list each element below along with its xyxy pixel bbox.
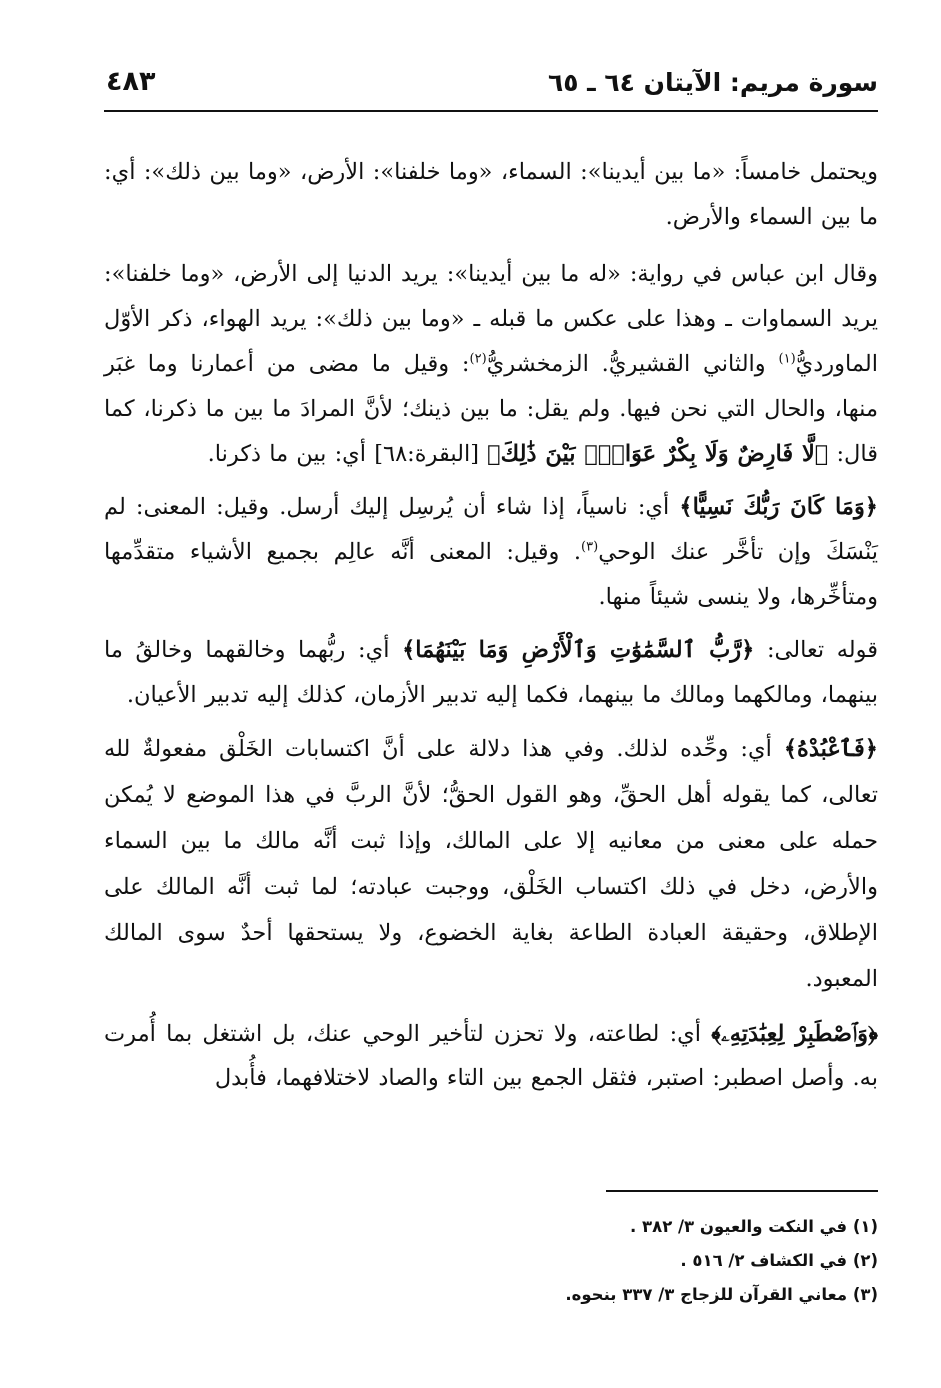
footnote-divider (606, 1190, 878, 1192)
paragraph (104, 150, 878, 240)
footnote: (٢) في الكشاف ٢/ ٥١٦ . (680, 1251, 878, 1270)
quran-quote: ﴿فَٱعْبُدْهُ﴾ (783, 736, 878, 762)
text-run: . وقيل: المعنى أنَّه عالِم بجميع الأشياء متقدِّمها ومتأخِّرها، ولا ينسى شيئاً منها. (104, 539, 878, 610)
text-run: وقال ابن عباس في رواية: «له ما بين أيدينا»: يريد الدنيا إلى الأرض، «وما خلفنا»: يريد السماوات ـ وهذا على عكس ما قبله ـ «وما بين ذلك»: يريد الهواء، ذكر الأوّل الماورديُّ (104, 261, 878, 377)
footnote: (٣) معاني القرآن للزجاج ٣/ ٣٣٧ بنحوه. (565, 1285, 878, 1304)
footnotes (104, 1210, 878, 1312)
main-text (104, 150, 878, 1100)
page-number: ٤٨٣ (106, 66, 156, 97)
text-run: ويحتمل خامساً: «ما بين أيدينا»: السماء، «وما خلفنا»: الأرض، «وما بين ذلك»: أي: ما بين السماء والأرض. (104, 159, 878, 230)
running-title: سورة مريم: الآيتان ٦٤ ـ ٦٥ (547, 68, 878, 97)
quran-quote: ﴿وَٱصْطَبِرْ لِعِبَٰدَتِهِۦ﴾ (711, 1021, 878, 1047)
paragraph (104, 628, 878, 718)
footnote: (١) في النكت والعيون ٣/ ٣٨٢ . (630, 1217, 878, 1236)
page-header (104, 62, 878, 108)
paragraph (104, 252, 878, 477)
quran-quote: ﴿لَّا فَارِضٌ وَلَا بِكْرٌ عَوَانٌۢ بَيْنَ ذَٰلِكَ﴾ (487, 441, 829, 467)
footnote-ref: (١) (778, 351, 796, 367)
text-run: أي: ناسياً، إذا شاء أن يُرسِل إليك أرسل. وقيل: المعنى: لم يَنْسَكَ وإن تأخَّر عنك الوحي (104, 494, 878, 565)
text-run: أي: ربُّهما وخالقهما وخالقُ ما بينهما، ومالكهما ومالك ما بينهما، فكما إليه تدبير الأزمان، كذلك إليه تدبير الأعيان. (104, 637, 878, 708)
text-run: قوله تعالى: (754, 637, 879, 663)
paragraph (104, 485, 878, 620)
text-run: : وقيل ما مضى من أعمارنا وما غبَر منها، والحال التي نحن فيها. ولم يقل: ما بين ذينك؛ لأنَّ المرادَ ما بين ما ذكرنا، كما قال: (104, 351, 878, 467)
footnote-ref: (٣) (581, 539, 599, 555)
quran-quote: ﴿وَمَا كَانَ رَبُّكَ نَسِيًّا﴾ (679, 494, 878, 520)
paragraph (104, 726, 878, 1002)
text-run: والثاني القشيريُّ. الزمخشريُّ (486, 351, 779, 377)
footnote-ref: (٢) (469, 351, 487, 367)
quran-quote: ﴿رَّبُّ ٱلسَّمَٰوَٰتِ وَٱلْأَرْضِ وَمَا بَيْنَهُمَا﴾ (402, 637, 755, 663)
paragraph (104, 1012, 878, 1100)
text-run: أي: لطاعته، ولا تحزن لتأخير الوحي عنك، بل اشتغل بما أُمرت به. وأصل اصطبر: اصتبر، فثقل الجمع بين التاء والصاد لاختلافهما، فأُبدل (104, 1021, 878, 1091)
text-run: أي: وحِّده لذلك. وفي هذا دلالة على أنَّ اكتسابات الخَلْق مفعولةٌ لله تعالى، كما يقوله أهل الحقِّ، وهو القول الحقُّ؛ لأنَّ الربَّ في هذا الموضع لا يُمكن حمله على معنى من معانيه إلا على المالك، وإذا ثبت أنَّه مالك ما بين السماء والأرض، دخل في ذلك اكتساب الخَلْق، ووجبت عبادته؛ لما ثبت أنَّه المالك على الإطلاق، وحقيقة العبادة الطاعة بغاية الخضوع، ولا يستحقها أحدٌ سوى المالك المعبود. (104, 736, 878, 992)
text-run: [البقرة:٦٨] أي: بين ما ذكرنا. (207, 441, 488, 467)
header-divider (104, 110, 878, 112)
